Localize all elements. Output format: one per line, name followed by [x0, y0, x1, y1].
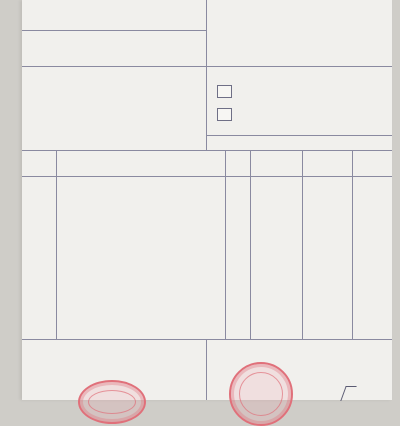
certification-box [207, 340, 392, 400]
signature [340, 386, 356, 401]
column-divider [302, 151, 303, 339]
certificate-title-area [206, 0, 392, 66]
consignee-box [22, 31, 206, 66]
table-row [22, 177, 392, 337]
column-divider [56, 151, 57, 339]
official-use-box [207, 67, 392, 135]
preference-not-given-checkbox[interactable] [217, 108, 232, 121]
column-divider [352, 151, 353, 339]
authorized-signature-box [207, 136, 392, 150]
exporter-stamp [78, 380, 146, 424]
transport-box [22, 67, 206, 150]
column-divider [250, 151, 251, 339]
customs-stamp [229, 362, 293, 426]
declaration-box [22, 340, 206, 400]
preference-given-checkbox[interactable] [217, 85, 232, 98]
goods-table [22, 151, 392, 339]
exporter-box [22, 0, 206, 30]
certificate-sheet [22, 0, 392, 400]
column-divider [225, 151, 226, 339]
